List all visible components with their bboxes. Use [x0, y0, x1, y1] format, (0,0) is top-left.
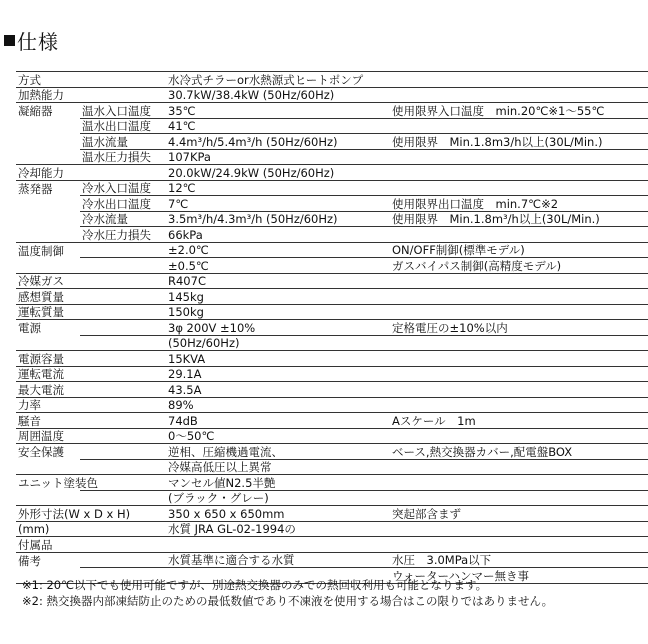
table-cell: ±2.0℃ [166, 242, 390, 258]
table-row [16, 258, 648, 274]
table-row [16, 506, 648, 522]
table-cell: 蒸発器 [18, 181, 53, 196]
table-cell: 運転電流 [16, 366, 80, 382]
table-cell [16, 149, 80, 165]
table-cell: 使用限界 Min.1.8m3/h以上(30L/Min.) [390, 134, 648, 150]
table-row [16, 304, 648, 320]
table-cell: 7℃ [166, 196, 390, 212]
table-cell [80, 397, 166, 413]
table-cell [80, 459, 166, 475]
footnote-1: ※1: 20℃以下でも使用可能ですが、別途熱交換器のみでの熱回収利用も可能となります。 [22, 578, 488, 592]
table-cell: 89% [166, 397, 390, 413]
table-cell [80, 490, 166, 506]
table-cell: 使用限界入口温度 min.20℃※1～55℃ [390, 103, 648, 119]
table-row [16, 444, 648, 460]
table-cell: 水質基準に適合する水質 [166, 552, 390, 568]
table-cell [16, 196, 80, 212]
table-row [16, 413, 648, 429]
table-cell [390, 351, 648, 367]
table-cell: 方式 [16, 72, 80, 88]
table-cell [390, 304, 648, 320]
table-cell: 冷媒ガス [16, 273, 80, 289]
square-bullet-icon [4, 35, 15, 46]
table-cell: 力率 [16, 397, 80, 413]
table-cell: ウォーターハンマー無き事 [390, 568, 648, 584]
table-cell: 0～50℃ [166, 428, 390, 444]
table-cell [80, 351, 166, 367]
table-cell [390, 180, 648, 196]
table-cell: 水質 JRA GL-02-1994の [166, 521, 390, 537]
table-cell: ベース,熱交換器カバー,配電盤BOX [390, 444, 648, 460]
table-row [16, 196, 648, 212]
table-cell: (50Hz/60Hz) [166, 335, 390, 351]
table-row [16, 180, 648, 196]
table-row [16, 118, 648, 134]
table-cell: 電源容量 [16, 351, 80, 367]
table-cell [80, 320, 166, 336]
table-cell: 加熱能力 [16, 87, 80, 103]
table-cell: 冷水圧力損失 [80, 227, 166, 243]
table-cell: 水冷式チラーor水熱源式ヒートポンプ [166, 72, 390, 88]
table-cell [390, 72, 648, 88]
table-cell: 66kPa [166, 227, 390, 243]
table-row [16, 459, 648, 475]
table-cell: ON/OFF制御(標準モデル) [390, 242, 648, 258]
table-cell [16, 118, 80, 134]
table-cell: 使用限界 Min.1.8m³/h以上(30L/Min.) [390, 211, 648, 227]
table-cell: (ブラック・グレー) [166, 490, 390, 506]
table-cell: 付属品 [16, 537, 80, 553]
table-cell: ±0.5℃ [166, 258, 390, 274]
table-cell: 逆相、圧縮機過電流、 [166, 444, 390, 460]
table-cell: 温水圧力損失 [80, 149, 166, 165]
table-row [16, 490, 648, 506]
table-cell [80, 289, 166, 305]
table-cell: 150kg [166, 304, 390, 320]
table-row [16, 273, 648, 289]
footnotes [22, 577, 553, 609]
table-cell [390, 87, 648, 103]
table-cell [80, 304, 166, 320]
table-cell: 107KPa [166, 149, 390, 165]
table-row [16, 227, 648, 243]
table-cell [80, 444, 166, 460]
table-cell [80, 273, 166, 289]
table-cell [80, 552, 166, 568]
table-row [16, 289, 648, 305]
table-cell [390, 227, 648, 243]
table-row [16, 149, 648, 165]
table-cell [390, 289, 648, 305]
table-cell [390, 149, 648, 165]
table-row [16, 397, 648, 413]
table-cell [390, 273, 648, 289]
table-row [16, 103, 648, 119]
table-cell [80, 242, 166, 258]
table-row [16, 165, 648, 181]
table-cell [80, 165, 166, 181]
table-cell [16, 227, 80, 243]
table-cell: 3.5m³/h/4.3m³/h (50Hz/60Hz) [166, 211, 390, 227]
table-cell: 15KVA [166, 351, 390, 367]
table-cell: 最大電流 [16, 382, 80, 398]
table-row [16, 335, 648, 351]
table-cell [80, 258, 166, 274]
table-row [16, 72, 648, 88]
table-cell: 74dB [166, 413, 390, 429]
table-cell: 29.1A [166, 366, 390, 382]
table-cell [80, 335, 166, 351]
table-cell: 冷却能力 [16, 165, 80, 181]
table-cell [390, 397, 648, 413]
table-row [16, 428, 648, 444]
table-cell: マンセル値N2.5半艶 [166, 475, 390, 491]
table-cell [80, 366, 166, 382]
footnote-2: ※2: 熱交換器内部凍結防止のための最低数値であり不凍液を使用する場合はこの限りではありません。 [22, 594, 554, 608]
table-cell [390, 335, 648, 351]
table-cell: 35℃ [166, 103, 390, 119]
table-row [16, 382, 648, 398]
table-cell: 4.4m³/h/5.4m³/h (50Hz/60Hz) [166, 134, 390, 150]
table-cell [390, 366, 648, 382]
table-cell: 冷水出口温度 [80, 196, 166, 212]
table-cell: 冷水流量 [80, 211, 166, 227]
table-cell: R407C [166, 273, 390, 289]
table-row [16, 552, 648, 568]
table-cell: 備考 [18, 553, 41, 568]
table-row [16, 351, 648, 367]
table-cell: (mm) [16, 521, 80, 537]
table-cell: 凝縮器 [18, 104, 53, 118]
table-cell [390, 537, 648, 553]
table-cell [16, 490, 80, 506]
table-cell: 12℃ [166, 180, 390, 196]
table-cell [16, 459, 80, 475]
section-title [4, 26, 59, 55]
table-cell [16, 335, 80, 351]
table-cell: 電源 [18, 321, 41, 335]
table-cell [390, 165, 648, 181]
table-row [16, 87, 648, 103]
table-cell: 温水出口温度 [80, 118, 166, 134]
table-cell [80, 428, 166, 444]
table-cell: ガスバイパス制御(高精度モデル) [390, 258, 648, 274]
table-cell: 感想質量 [16, 289, 80, 305]
table-cell: 冷媒高低圧以上異常 [166, 459, 390, 475]
table-cell [16, 211, 80, 227]
section-title-text: 仕様 [17, 30, 59, 54]
table-cell [166, 537, 390, 553]
table-cell: 外形寸法(W x D x H) [18, 506, 131, 521]
table-cell [80, 537, 166, 553]
table-cell: 350 x 650 x 650mm [166, 506, 390, 522]
table-row [16, 320, 648, 336]
table-cell: 使用限界出口温度 min.7℃※2 [390, 196, 648, 212]
table-cell [80, 413, 166, 429]
table-cell: 43.5A [166, 382, 390, 398]
table-row [16, 134, 648, 150]
table-cell: Aスケール 1m [390, 413, 648, 429]
table-cell: 定格電圧の±10%以内 [390, 320, 648, 336]
table-cell [390, 521, 648, 537]
table-cell: 温水流量 [80, 134, 166, 150]
table-cell: 周囲温度 [16, 428, 80, 444]
table-row [16, 242, 648, 258]
table-cell: 運転質量 [16, 304, 80, 320]
table-cell: 41℃ [166, 118, 390, 134]
table-row [16, 521, 648, 537]
table-row [16, 211, 648, 227]
table-cell [390, 382, 648, 398]
table-cell: 騒音 [16, 413, 80, 429]
table-cell: 温度制御 [18, 243, 64, 258]
table-cell: ユニット塗装色 [18, 476, 99, 490]
table-cell: 突起部含まず [390, 506, 648, 522]
table-row [16, 366, 648, 382]
table-cell: 20.0kW/24.9kW (50Hz/60Hz) [166, 165, 390, 181]
table-cell [390, 490, 648, 506]
table-cell [80, 382, 166, 398]
table-cell: 安全保護 [18, 445, 64, 459]
table-cell: 温水入口温度 [80, 103, 166, 119]
table-cell [16, 258, 80, 274]
table-cell [390, 428, 648, 444]
table-cell: 145kg [166, 289, 390, 305]
table-cell: 冷水入口温度 [80, 180, 166, 196]
table-cell: 30.7kW/38.4kW (50Hz/60Hz) [166, 87, 390, 103]
table-cell [16, 134, 80, 150]
table-cell [390, 475, 648, 491]
table-cell [80, 72, 166, 88]
table-cell [80, 521, 166, 537]
table-row [16, 475, 648, 491]
table-cell [390, 459, 648, 475]
table-cell: 3φ 200V ±10% [166, 320, 390, 336]
table-cell: 水圧 3.0MPa以下 [390, 552, 648, 568]
table-cell [80, 87, 166, 103]
table-row [16, 537, 648, 553]
spec-table [16, 71, 648, 584]
table-cell [390, 118, 648, 134]
